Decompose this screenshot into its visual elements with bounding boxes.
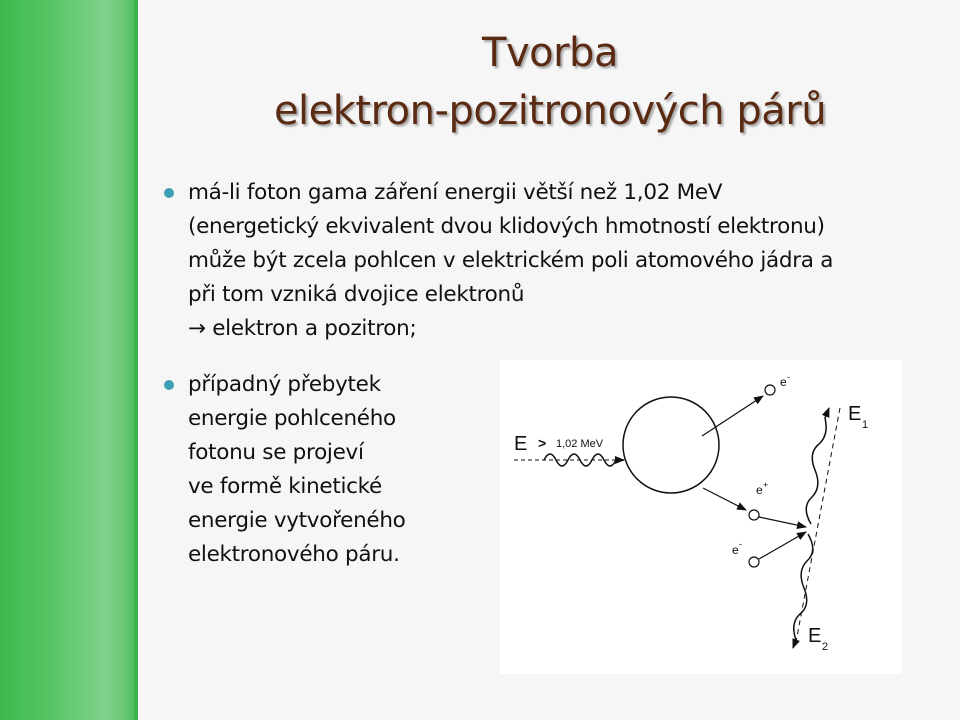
bullet-1-line-2: (energetický ekvivalent dvou klidových hmotností elektronu): [188, 214, 825, 239]
incoming-energy-label: E: [514, 433, 528, 455]
annihilation-axis: [796, 408, 840, 642]
nucleus-circle: [623, 397, 719, 493]
positron-label: e: [756, 483, 763, 497]
photon-e2-subscript: 2: [822, 641, 829, 653]
slide-title: [140, 24, 960, 140]
electron-annihilation-track: [759, 532, 806, 559]
bullet-2-line-3: fotonu se projeví: [188, 440, 364, 465]
bullet-2-line-2: energie pohlceného: [188, 406, 396, 431]
side-band: [0, 0, 138, 720]
bullet-pair-production: [188, 176, 833, 346]
bullet-dot-icon: [164, 188, 174, 198]
photon-e1-wave: [806, 408, 829, 524]
electron-lower-charge: -: [739, 539, 742, 549]
positron-track: [703, 488, 746, 510]
side-band-edge: [134, 0, 138, 720]
positron-charge: +: [763, 480, 769, 490]
bullet-2-line-6: elektronového páru.: [188, 542, 400, 567]
photon-e2-label: E: [808, 625, 822, 647]
bullet-excess-energy: [188, 368, 406, 572]
electron-top-charge: -: [787, 372, 790, 382]
positron-particle: [749, 510, 759, 520]
bullet-1-line-3: může být zcela pohlcen v elektrickém poli atomového jádra a: [188, 248, 834, 273]
threshold-value: 1,02 MeV: [556, 438, 604, 450]
positron-annihilation-track: [759, 517, 806, 527]
bullet-1-line-1: má-li foton gama záření energii větší než 1,02 MeV: [188, 180, 723, 205]
bullet-1-line-5: → elektron a pozitron;: [188, 316, 417, 341]
threshold-symbol: >: [538, 435, 547, 451]
bullet-1-line-4: při tom vzniká dvojice elektronů: [188, 282, 525, 307]
electron-lower-particle: [749, 557, 759, 567]
electron-top-particle: [765, 385, 775, 395]
pair-production-diagram: [500, 360, 902, 674]
title-line-2: elektron-pozitronových párů: [273, 88, 827, 134]
pair-production-svg: [500, 360, 902, 674]
bullet-2-line-5: energie vytvořeného: [188, 508, 406, 533]
photon-e1-subscript: 1: [862, 419, 869, 431]
bullet-2-line-4: ve formě kinetické: [188, 474, 382, 499]
bullet-dot-icon: [164, 380, 174, 390]
electron-top-label: e: [780, 375, 787, 389]
photon-e1-label: E: [848, 403, 862, 425]
title-line-1: Tvorba: [482, 30, 618, 76]
electron-top-track: [702, 396, 763, 436]
bullet-2-line-1: případný přebytek: [188, 372, 381, 397]
electron-lower-label: e: [732, 543, 739, 557]
